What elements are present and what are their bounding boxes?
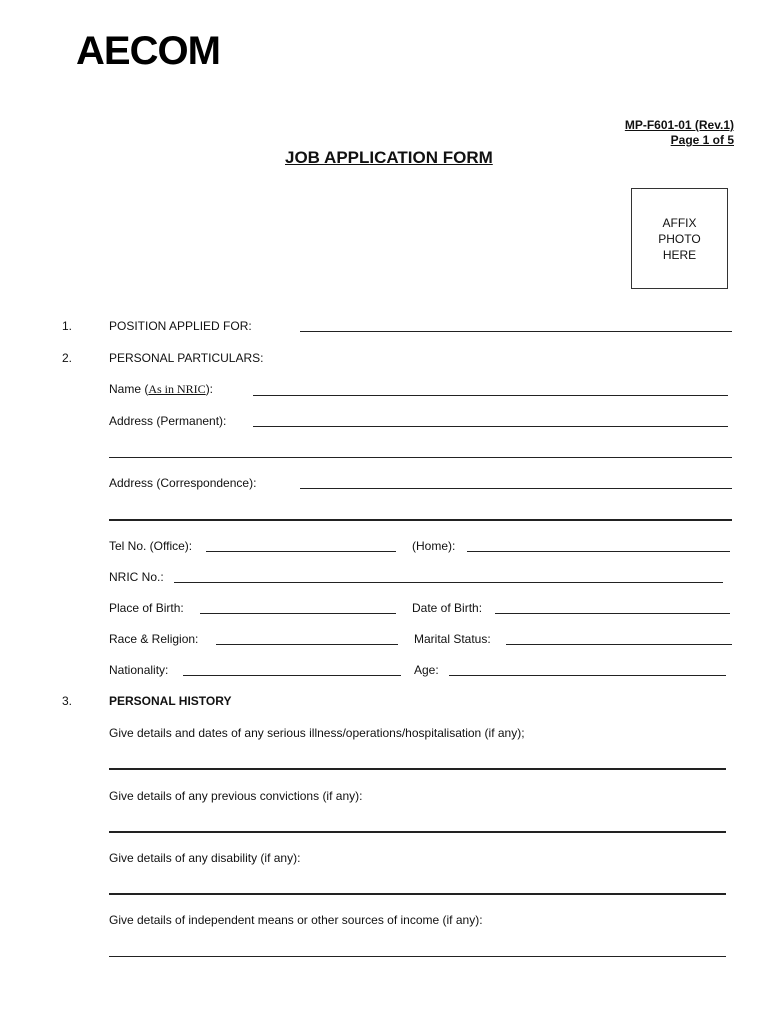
aecom-logo: AECOM [76,29,220,73]
address-correspondence-label: Address (Correspondence): [109,476,257,490]
name-note: As in NRIC [148,382,206,396]
disability-question: Give details of any disability (if any): [109,851,301,865]
name-field[interactable] [253,395,728,396]
nationality-field[interactable] [183,675,401,676]
document-number: MP-F601-01 (Rev.1) [624,118,734,132]
form-title: JOB APPLICATION FORM [285,148,493,167]
address-correspondence-field[interactable] [300,488,732,489]
photo-box-label: AFFIX PHOTO HERE [658,215,701,262]
personal-history-heading: PERSONAL HISTORY [109,694,232,708]
tel-office-field[interactable] [206,551,396,552]
nric-field[interactable] [174,582,723,583]
name-label [109,382,213,396]
age-label: Age: [414,663,439,677]
name-label-text: Name ( [109,382,149,396]
tel-home-label: (Home): [412,539,456,553]
section-3-number: 3. [62,694,73,708]
photo-box [631,188,728,289]
marital-status-field[interactable] [506,644,732,645]
tel-home-field[interactable] [467,551,730,552]
convictions-question: Give details of any previous convictions (if any): [109,789,363,803]
position-applied-label: POSITION APPLIED FOR: [109,319,252,333]
convictions-answer-field[interactable] [109,831,726,833]
marital-status-label: Marital Status: [414,632,491,646]
personal-particulars-heading: PERSONAL PARTICULARS: [109,351,264,365]
nric-label: NRIC No.: [109,570,164,584]
income-question: Give details of independent means or other sources of income (if any): [109,913,483,927]
name-label-end: ): [205,382,214,396]
position-applied-field[interactable] [300,331,732,332]
section-2-number: 2. [62,351,73,365]
address-permanent-field[interactable] [253,426,728,427]
nationality-label: Nationality: [109,663,169,677]
tel-office-label: Tel No. (Office): [109,539,193,553]
address-correspondence-field-line-2[interactable] [109,519,732,521]
date-of-birth-field[interactable] [495,613,730,614]
section-1-number: 1. [62,319,73,333]
disability-answer-field[interactable] [109,893,726,895]
illness-answer-field[interactable] [109,768,726,770]
age-field[interactable] [449,675,726,676]
page-number: Page 1 of 5 [670,133,734,147]
place-of-birth-field[interactable] [200,613,396,614]
document-reference [625,118,734,148]
place-of-birth-label: Place of Birth: [109,601,184,615]
race-religion-label: Race & Religion: [109,632,199,646]
address-permanent-label: Address (Permanent): [109,414,227,428]
income-answer-field[interactable] [109,956,726,957]
address-permanent-field-line-2[interactable] [109,457,732,458]
race-religion-field[interactable] [216,644,398,645]
illness-question: Give details and dates of any serious illness/operations/hospitalisation (if any); [109,726,525,740]
date-of-birth-label: Date of Birth: [412,601,483,615]
